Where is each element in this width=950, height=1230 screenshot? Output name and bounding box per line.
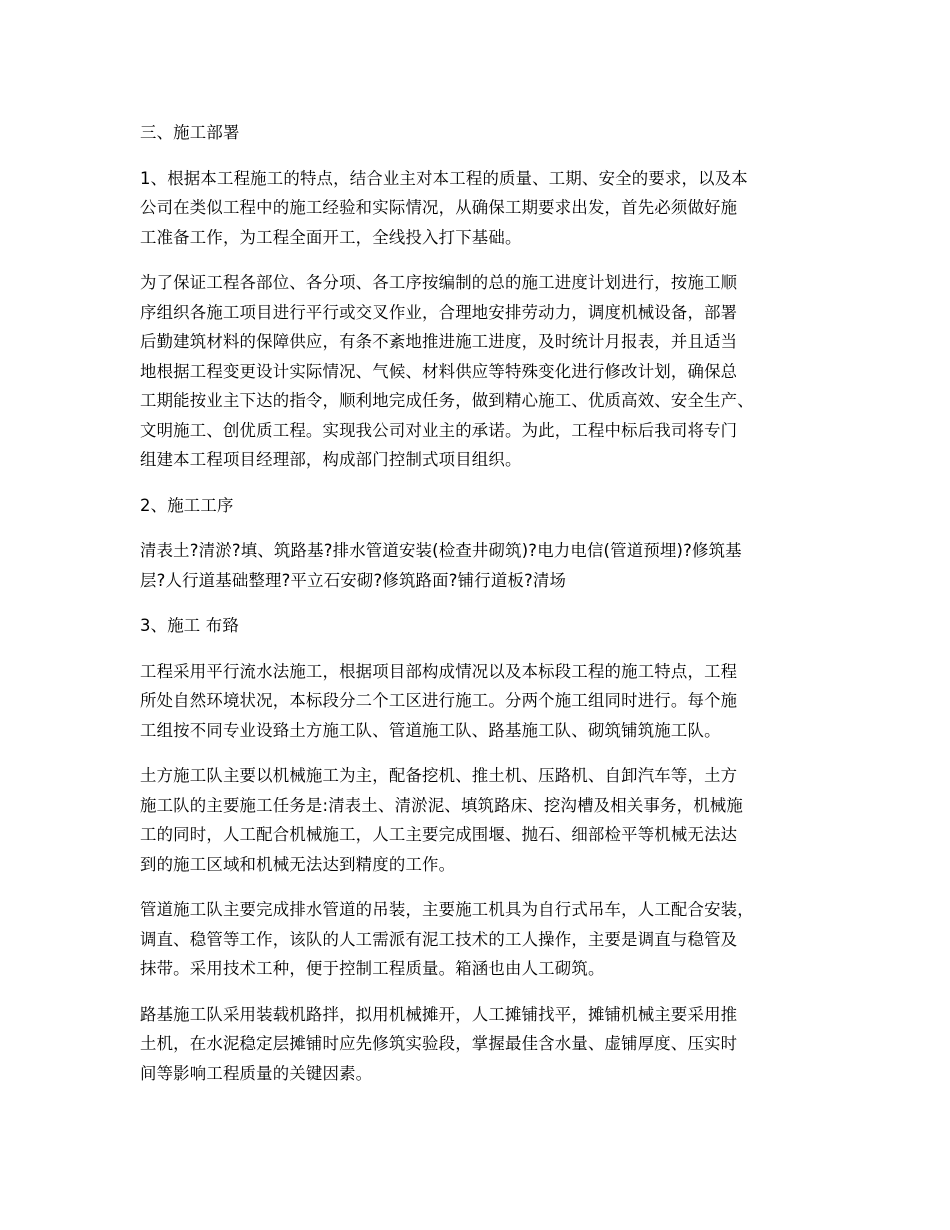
text-line: 管道施工队主要完成排水管道的吊装，主要施工机具为自行式吊车，人工配合安装，	[140, 900, 754, 919]
text-line: 组建本工程项目经理部，构成部门控制式项目组织。	[140, 450, 522, 469]
text-line: 文明施工、创优质工程。实现我公司对业主的承诺。为此，工程中标后我司将专门	[140, 420, 738, 440]
section-heading-construction-deployment	[140, 118, 818, 148]
text-line: 工准备工作，为工程全面开工，全线投入打下基础。	[140, 227, 522, 247]
text-line: 3、施工 布臵	[140, 616, 239, 635]
text-line: 三、施工部署	[140, 123, 240, 142]
text-line: 所处自然环境状况，本标段分二个工区进行施工。分两个施工组同时进行。每个施	[140, 691, 738, 710]
text-line: 地根据工程变更设计实际情况、气候、材料供应等特殊变化进行修改计划，确保总	[140, 361, 738, 381]
text-line: 土方施工队主要以机械施工为主，配备挖机、推土机、压路机、自卸汽车等，土方	[140, 766, 738, 785]
text-line: 序组织各施工项目进行平行或交叉作业，合理地安排劳动力，调度机械设备，部署	[140, 302, 738, 322]
text-line: 后勤建筑材料的保障供应，有条不紊地推进施工进度，及时统计月报表，并且适当	[140, 332, 738, 351]
text-line: 抹带。采用技术工种，便于控制工程质量。箱涵也由人工砌筑。	[140, 959, 605, 978]
paragraph-earthwork-team	[140, 761, 818, 879]
section-heading-construction-sequence	[140, 491, 818, 521]
text-line: 清表土?清淤?填、筑路基?排水管道安装(检查井砌筑)?电力电信(管道预埋)?修筑基	[140, 541, 742, 560]
text-line: 为了保证工程各部位、各分项、各工序按编制的总的施工进度计划进行，按施工顺	[140, 273, 738, 292]
text-line: 调直、稳管等工作，该队的人工需派有泥工技术的工人操作，主要是调直与稳管及	[140, 929, 738, 949]
text-line: 土机，在水泥稳定层摊铺时应先修筑实验段，掌握最佳含水量、虚铺厚度、压实时	[140, 1034, 738, 1053]
text-line: 层?人行道基础整理?平立石安砌?修筑路面?铺行道板?清场	[140, 570, 567, 590]
paragraph-1	[140, 164, 818, 253]
paragraph-2	[140, 268, 818, 475]
text-line: 2、施工工序	[140, 495, 234, 515]
text-line: 公司在类似工程中的施工经验和实际情况，从确保工期要求出发，首先必须做好施	[140, 198, 738, 217]
paragraph-layout	[140, 657, 818, 746]
text-line: 工组按不同专业设臵土方施工队、管道施工队、路基施工队、砌筑铺筑施工队。	[140, 720, 721, 740]
text-line: 工期能按业主下达的指令，顺利地完成任务，做到精心施工、优质高效、安全生产、	[140, 391, 754, 410]
paragraph-sequence	[140, 536, 818, 595]
paragraph-roadbed-team	[140, 1000, 818, 1089]
text-line: 施工队的主要施工任务是:清表土、清淤泥、填筑路床、挖沟槽及相关事务，机械施	[140, 795, 743, 815]
paragraph-pipeline-team	[140, 895, 818, 984]
text-line: 路基施工队采用装载机路拌，拟用机械摊开，人工摊铺找平，摊铺机械主要采用推	[140, 1004, 738, 1024]
text-line: 工程采用平行流水法施工，根据项目部构成情况以及本标段工程的施工特点，工程	[140, 661, 738, 681]
text-line: 工的同时，人工配合机械施工，人工主要完成围堰、抛石、细部检平等机械无法达	[140, 825, 738, 844]
section-heading-construction-layout	[140, 611, 818, 641]
text-line: 到的施工区域和机械无法达到精度的工作。	[140, 854, 456, 874]
text-line: 间等影响工程质量的关键因素。	[140, 1063, 373, 1083]
text-line: 1、根据本工程施工的特点，结合业主对本工程的质量、工期、安全的要求，以及本	[140, 168, 748, 188]
